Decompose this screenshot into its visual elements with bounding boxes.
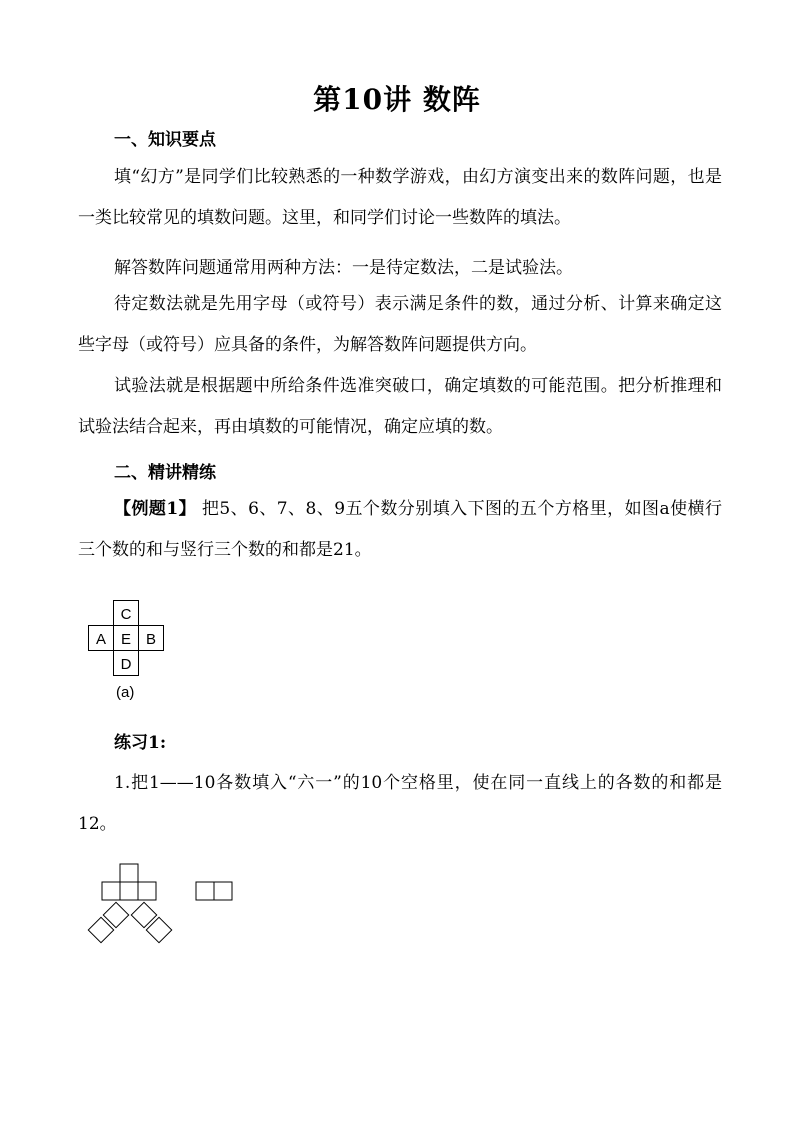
blank-cell — [120, 864, 138, 882]
paragraph-trial-method: 试验法就是根据题中所给条件选准突破口，确定填数的可能范围。把分析推理和试验法结合起来，再由填数的可能情况，确定应填的数。 — [78, 376, 722, 437]
figure-a-cross-grid — [86, 598, 168, 682]
practice-1-heading: 练习1: — [114, 733, 167, 753]
example-1-text — [78, 489, 722, 571]
section-heading-knowledge: 一、知识要点 — [114, 130, 216, 150]
blank-cell — [120, 882, 138, 900]
example-1-label: 【例题1】 — [114, 499, 197, 519]
practice-1-item-1: 1.把1——10各数填入“六一”的10个空格里，使在同一直线上的各数的和都是12。 — [78, 773, 722, 834]
figure-a-caption: (a) — [116, 684, 135, 701]
cell-top-label: C — [120, 606, 132, 623]
paragraph-intro: 填“幻方”是同学们比较熟悉的一种数学游戏，由幻方演变出来的数阵问题，也是一类比较常见的填数问题。这里，和同学们讨论一些数阵的填法。 — [78, 167, 722, 228]
cell-right-label: B — [145, 631, 157, 648]
blank-cell — [214, 882, 232, 900]
blank-cell — [196, 882, 214, 900]
section-heading-practice: 二、精讲精练 — [114, 463, 216, 483]
paragraph-methods: 解答数阵问题通常用两种方法：一是待定数法，二是试验法。 — [114, 258, 573, 278]
blank-cell — [138, 882, 156, 900]
liuyi-blank-grid — [80, 858, 240, 954]
page-title: 第10讲 数阵 — [313, 83, 481, 116]
cell-left-label: A — [95, 631, 107, 648]
blank-cell — [102, 882, 120, 900]
example-1-body: 把5、6、7、8、9五个数分别填入下图的五个方格里，如图a使横行三个数的和与竖行三个数的和都是21。 — [78, 499, 722, 560]
paragraph-undetermined-method: 待定数法就是先用字母（或符号）表示满足条件的数，通过分析、计算来确定这些字母（或符号）应具备的条件，为解答数阵问题提供方向。 — [78, 294, 722, 355]
cell-bottom-label: D — [120, 656, 132, 673]
cell-center-label: E — [120, 631, 132, 648]
